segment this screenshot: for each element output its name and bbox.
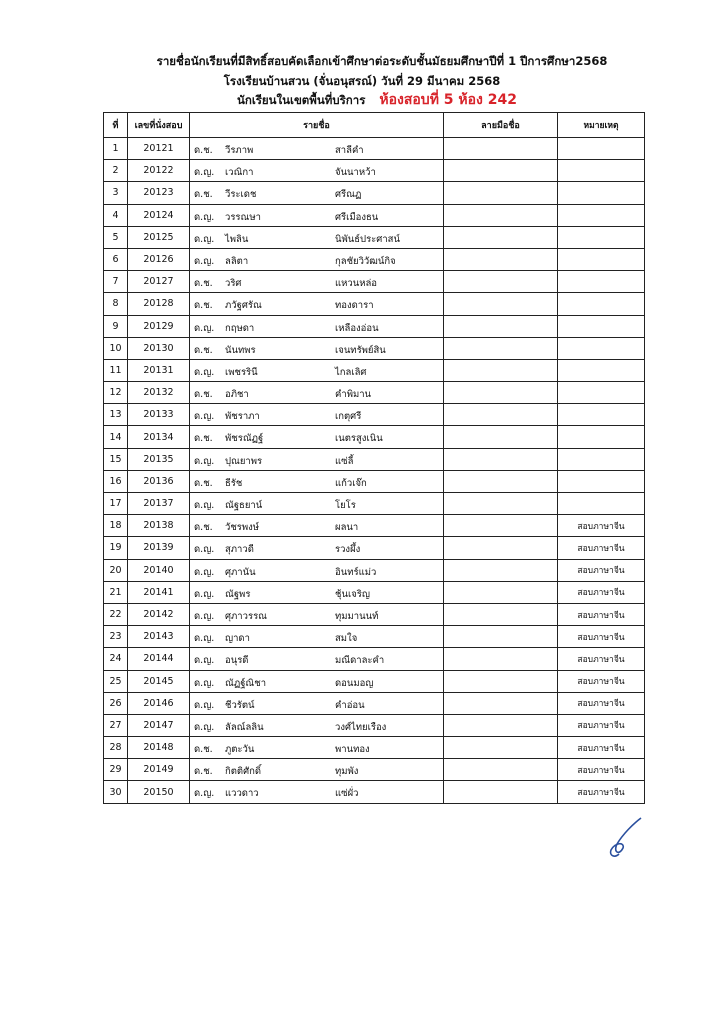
remark-cell <box>558 204 645 226</box>
row-number: 26 <box>104 692 128 714</box>
first-name: วรรณษา <box>225 211 261 223</box>
table-row <box>104 138 645 160</box>
remark-cell <box>558 382 645 404</box>
name-prefix: ด.ญ. <box>194 633 215 645</box>
signature-cell <box>444 138 558 160</box>
last-name: แซ่ผั่ว <box>335 788 359 800</box>
school-date-line: โรงเรียนบ้านสวน (จั่นอนุสรณ์) วันที่ 29 มีนาคม 2568 <box>223 74 501 88</box>
seat-number: 20122 <box>128 160 190 182</box>
table-row <box>104 337 645 359</box>
row-number: 5 <box>104 226 128 248</box>
row-number: 27 <box>104 714 128 736</box>
first-name: สุภาวดี <box>225 544 254 556</box>
row-number: 9 <box>104 315 128 337</box>
student-name <box>190 315 444 337</box>
service-area-line <box>0 93 724 107</box>
student-name <box>190 448 444 470</box>
signature-cell <box>444 737 558 759</box>
row-number: 24 <box>104 648 128 670</box>
signature-cell <box>444 271 558 293</box>
row-number: 1 <box>104 138 128 160</box>
row-number: 17 <box>104 493 128 515</box>
signature-cell <box>444 337 558 359</box>
name-prefix: ด.ช. <box>194 189 213 201</box>
table-row <box>104 581 645 603</box>
remark-cell <box>558 337 645 359</box>
table-row <box>104 426 645 448</box>
remark-cell <box>558 226 645 248</box>
seat-number: 20142 <box>128 603 190 625</box>
name-prefix: ด.ช. <box>194 389 213 401</box>
student-name <box>190 182 444 204</box>
col-header-signature: ลายมือชื่อ <box>444 113 558 138</box>
student-name <box>190 603 444 625</box>
col-header-name: รายชื่อ <box>190 113 444 138</box>
first-name: ปุณยาพร <box>225 455 263 467</box>
remark-cell: สอบภาษาจีน <box>558 626 645 648</box>
student-name <box>190 692 444 714</box>
table-header-row <box>104 113 645 138</box>
seat-number: 20124 <box>128 204 190 226</box>
student-name <box>190 493 444 515</box>
remark-cell <box>558 470 645 492</box>
seat-number: 20131 <box>128 359 190 381</box>
row-number: 10 <box>104 337 128 359</box>
signature-cell <box>444 781 558 803</box>
row-number: 8 <box>104 293 128 315</box>
first-name: ณัฏฐ์ณิชา <box>225 677 267 689</box>
name-prefix: ด.ช. <box>194 344 213 356</box>
table-row <box>104 359 645 381</box>
first-name: ภวัฐศรัณ <box>225 300 262 312</box>
last-name: ทองดารา <box>335 300 374 312</box>
first-name: ศุภาวรรณ <box>225 610 267 622</box>
last-name: เกตุศรี <box>335 411 362 423</box>
student-name <box>190 160 444 182</box>
last-name: แซ่ลี้ <box>335 455 354 467</box>
seat-number: 20123 <box>128 182 190 204</box>
student-name <box>190 737 444 759</box>
first-name: วีรภาพ <box>225 145 254 156</box>
first-name: ลลิตา <box>225 255 249 267</box>
seat-number: 20129 <box>128 315 190 337</box>
name-prefix: ด.ญ. <box>194 322 215 334</box>
name-prefix: ด.ญ. <box>194 411 215 423</box>
remark-cell: สอบภาษาจีน <box>558 781 645 803</box>
table-row <box>104 448 645 470</box>
first-name: นันทพร <box>225 344 256 356</box>
row-number: 25 <box>104 670 128 692</box>
remark-cell: สอบภาษาจีน <box>558 515 645 537</box>
last-name: จันนาหว้า <box>335 167 376 179</box>
row-number: 22 <box>104 603 128 625</box>
table-row <box>104 160 645 182</box>
first-name: พัชรณัฏฐ์ <box>225 433 264 445</box>
seat-number: 20133 <box>128 404 190 426</box>
signature-cell <box>444 648 558 670</box>
student-name <box>190 138 444 160</box>
signature-cell <box>444 581 558 603</box>
last-name: ชุ้นเจริญ <box>335 588 370 600</box>
seat-number: 20141 <box>128 581 190 603</box>
remark-cell <box>558 493 645 515</box>
table-row <box>104 714 645 736</box>
first-name: ณัฐธยาน์ <box>225 500 263 511</box>
last-name: ผลนา <box>335 522 359 534</box>
seat-number: 20121 <box>128 138 190 160</box>
name-prefix: ด.ญ. <box>194 610 215 622</box>
name-prefix: ด.ช. <box>194 433 213 445</box>
table-row <box>104 737 645 759</box>
row-number: 16 <box>104 470 128 492</box>
name-prefix: ด.ญ. <box>194 655 215 667</box>
seat-number: 20136 <box>128 470 190 492</box>
last-name: รวงผึ้ง <box>335 544 361 556</box>
signature-cell <box>444 537 558 559</box>
row-number: 18 <box>104 515 128 537</box>
remark-cell <box>558 248 645 270</box>
last-name: มณีดาละคำ <box>335 655 385 667</box>
last-name: แก้วเจ๊ก <box>335 477 367 489</box>
remark-cell <box>558 160 645 182</box>
col-header-seat: เลขที่นั่งสอบ <box>128 113 190 138</box>
student-name <box>190 670 444 692</box>
last-name: สาลีคำ <box>335 145 364 156</box>
table-row <box>104 271 645 293</box>
seat-number: 20145 <box>128 670 190 692</box>
table-row <box>104 204 645 226</box>
signature-cell <box>444 493 558 515</box>
last-name: กุลชัยวิวัฒน์กิจ <box>335 255 396 267</box>
last-name: สมใจ <box>335 633 358 645</box>
signature-cell <box>444 515 558 537</box>
seat-number: 20137 <box>128 493 190 515</box>
table-row <box>104 537 645 559</box>
student-name <box>190 404 444 426</box>
signature-cell <box>444 182 558 204</box>
first-name: เวณิกา <box>225 167 254 179</box>
remark-cell: สอบภาษาจีน <box>558 737 645 759</box>
name-prefix: ด.ช. <box>194 477 213 489</box>
first-name: ภูตะวัน <box>225 744 255 756</box>
remark-cell: สอบภาษาจีน <box>558 603 645 625</box>
remark-cell: สอบภาษาจีน <box>558 714 645 736</box>
last-name: ไกลเลิศ <box>335 366 367 378</box>
first-name: ศุภานัน <box>225 566 256 578</box>
signature-cell <box>444 603 558 625</box>
student-name <box>190 359 444 381</box>
name-prefix: ด.ช. <box>194 522 213 534</box>
table-row <box>104 182 645 204</box>
name-prefix: ด.ญ. <box>194 721 215 733</box>
table-row <box>104 493 645 515</box>
last-name: นิพันธ์ประศาสน์ <box>335 233 400 245</box>
col-header-remark: หมายเหตุ <box>558 113 645 138</box>
table-row <box>104 226 645 248</box>
name-prefix: ด.ญ. <box>194 366 215 378</box>
student-name <box>190 426 444 448</box>
name-prefix: ด.ช. <box>194 766 213 778</box>
row-number: 21 <box>104 581 128 603</box>
seat-number: 20138 <box>128 515 190 537</box>
row-number: 7 <box>104 271 128 293</box>
row-number: 3 <box>104 182 128 204</box>
remark-cell: สอบภาษาจีน <box>558 759 645 781</box>
first-name: แววดาว <box>225 788 259 800</box>
first-name: วีระเดช <box>225 189 257 201</box>
seat-number: 20135 <box>128 448 190 470</box>
table-row <box>104 382 645 404</box>
signature-cell <box>444 759 558 781</box>
last-name: ดอนมอญ <box>335 677 374 689</box>
seat-number: 20140 <box>128 559 190 581</box>
name-prefix: ด.ญ. <box>194 588 215 600</box>
remark-cell <box>558 448 645 470</box>
document-title: รายชื่อนักเรียนที่มีสิทธิ์สอบคัดเลือกเข้าศึกษาต่อระดับชั้นมัธยมศึกษาปีที่ 1 ปีการศึกษา2568 <box>156 54 608 68</box>
signature-cell <box>444 382 558 404</box>
signature-cell <box>444 404 558 426</box>
table-row <box>104 248 645 270</box>
student-name <box>190 337 444 359</box>
first-name: อภิชา <box>225 389 249 401</box>
name-prefix: ด.ช. <box>194 744 213 756</box>
signature-cell <box>444 359 558 381</box>
seat-number: 20134 <box>128 426 190 448</box>
row-number: 15 <box>104 448 128 470</box>
first-name: ณัฐพร <box>225 588 251 600</box>
seat-number: 20149 <box>128 759 190 781</box>
last-name: อินทร์แม่ว <box>335 566 377 578</box>
first-name: ไพลิน <box>225 233 249 245</box>
name-prefix: ด.ช. <box>194 278 213 290</box>
seat-number: 20130 <box>128 337 190 359</box>
student-name <box>190 226 444 248</box>
signature-cell <box>444 204 558 226</box>
student-name <box>190 382 444 404</box>
remark-cell <box>558 426 645 448</box>
name-prefix: ด.ญ. <box>194 167 215 179</box>
student-name <box>190 759 444 781</box>
student-name <box>190 559 444 581</box>
last-name: ทุมพัง <box>335 766 359 778</box>
table-row <box>104 293 645 315</box>
seat-number: 20147 <box>128 714 190 736</box>
seat-number: 20144 <box>128 648 190 670</box>
service-area-label: นักเรียนในเขตพื้นที่บริการ <box>237 93 366 107</box>
row-number: 23 <box>104 626 128 648</box>
row-number: 28 <box>104 737 128 759</box>
row-number: 2 <box>104 160 128 182</box>
seat-number: 20143 <box>128 626 190 648</box>
remark-cell <box>558 404 645 426</box>
student-name <box>190 781 444 803</box>
student-name <box>190 470 444 492</box>
last-name: ศรีเมืองธน <box>335 211 379 223</box>
name-prefix: ด.ญ. <box>194 233 215 245</box>
name-prefix: ด.ญ. <box>194 455 215 467</box>
signature-mark <box>601 812 651 862</box>
row-number: 29 <box>104 759 128 781</box>
student-name <box>190 626 444 648</box>
table-row <box>104 470 645 492</box>
signature-cell <box>444 226 558 248</box>
first-name: ญาดา <box>225 633 250 645</box>
last-name: เหลืองอ่อน <box>335 322 379 334</box>
name-prefix: ด.ญ. <box>194 500 215 511</box>
remark-cell: สอบภาษาจีน <box>558 537 645 559</box>
first-name: กิตติศักดิ์ <box>225 766 262 778</box>
student-name <box>190 293 444 315</box>
exam-room-label: ห้องสอบที่ 5 ห้อง 242 <box>379 92 517 108</box>
last-name: แหวนหล่อ <box>335 278 378 290</box>
table-row <box>104 515 645 537</box>
last-name: โยโร <box>335 500 356 511</box>
row-number: 6 <box>104 248 128 270</box>
table-row <box>104 670 645 692</box>
table-row <box>104 759 645 781</box>
table-row <box>104 559 645 581</box>
row-number: 12 <box>104 382 128 404</box>
last-name: วงศ์ไทยเรือง <box>335 721 387 733</box>
first-name: วริศ <box>225 278 242 290</box>
row-number: 4 <box>104 204 128 226</box>
table-row <box>104 315 645 337</box>
seat-number: 20127 <box>128 271 190 293</box>
remark-cell: สอบภาษาจีน <box>558 692 645 714</box>
seat-number: 20132 <box>128 382 190 404</box>
seat-number: 20126 <box>128 248 190 270</box>
student-name <box>190 248 444 270</box>
signature-cell <box>444 692 558 714</box>
name-prefix: ด.ช. <box>194 145 213 156</box>
first-name: ชีวรัตน์ <box>225 699 255 711</box>
student-name <box>190 204 444 226</box>
table-row <box>104 626 645 648</box>
seat-number: 20139 <box>128 537 190 559</box>
col-header-no: ที่ <box>104 113 128 138</box>
name-prefix: ด.ช. <box>194 300 213 312</box>
signature-cell <box>444 626 558 648</box>
first-name: กฤษดา <box>225 322 255 334</box>
row-number: 14 <box>104 426 128 448</box>
seat-number: 20148 <box>128 737 190 759</box>
name-prefix: ด.ญ. <box>194 255 215 267</box>
signature-cell <box>444 248 558 270</box>
last-name: ทุมมานนท์ <box>335 610 379 622</box>
row-number: 13 <box>104 404 128 426</box>
remark-cell: สอบภาษาจีน <box>558 559 645 581</box>
seat-number: 20125 <box>128 226 190 248</box>
remark-cell <box>558 182 645 204</box>
signature-cell <box>444 293 558 315</box>
row-number: 20 <box>104 559 128 581</box>
student-table <box>103 112 645 804</box>
table-row <box>104 692 645 714</box>
last-name: คำพิมาน <box>335 389 372 401</box>
student-name <box>190 515 444 537</box>
table-row <box>104 648 645 670</box>
last-name: เนตรสูงเนิน <box>335 433 383 445</box>
remark-cell: สอบภาษาจีน <box>558 648 645 670</box>
name-prefix: ด.ญ. <box>194 677 215 689</box>
first-name: วัชรพงษ์ <box>225 522 260 534</box>
seat-number: 20128 <box>128 293 190 315</box>
signature-cell <box>444 426 558 448</box>
first-name: พัชราภา <box>225 411 260 423</box>
first-name: อนุรดี <box>225 655 249 667</box>
last-name: เจนทรัพย์สิน <box>335 344 386 356</box>
signature-cell <box>444 714 558 736</box>
name-prefix: ด.ญ. <box>194 544 215 556</box>
student-name <box>190 537 444 559</box>
first-name: ธีรัช <box>225 477 243 489</box>
student-name <box>190 648 444 670</box>
name-prefix: ด.ญ. <box>194 211 215 223</box>
seat-number: 20150 <box>128 781 190 803</box>
remark-cell <box>558 315 645 337</box>
seat-number: 20146 <box>128 692 190 714</box>
student-name <box>190 714 444 736</box>
name-prefix: ด.ญ. <box>194 566 215 578</box>
last-name: พานทอง <box>335 744 370 756</box>
row-number: 11 <box>104 359 128 381</box>
remark-cell <box>558 138 645 160</box>
name-prefix: ด.ญ. <box>194 788 215 800</box>
last-name: คำอ่อน <box>335 699 365 711</box>
table-row <box>104 404 645 426</box>
signature-cell <box>444 559 558 581</box>
remark-cell <box>558 271 645 293</box>
remark-cell: สอบภาษาจีน <box>558 670 645 692</box>
first-name: เพชรรินี <box>225 366 258 378</box>
last-name: ศรีณฏ <box>335 189 362 201</box>
table-body <box>104 138 645 804</box>
table-row <box>104 603 645 625</box>
name-prefix: ด.ญ. <box>194 699 215 711</box>
remark-cell <box>558 293 645 315</box>
signature-cell <box>444 670 558 692</box>
signature-cell <box>444 448 558 470</box>
signature-cell <box>444 160 558 182</box>
table-row <box>104 781 645 803</box>
signature-cell <box>444 315 558 337</box>
first-name: ลัลณ์ลลิน <box>225 721 264 733</box>
student-name <box>190 271 444 293</box>
student-name <box>190 581 444 603</box>
signature-cell <box>444 470 558 492</box>
remark-cell <box>558 359 645 381</box>
remark-cell: สอบภาษาจีน <box>558 581 645 603</box>
row-number: 19 <box>104 537 128 559</box>
row-number: 30 <box>104 781 128 803</box>
